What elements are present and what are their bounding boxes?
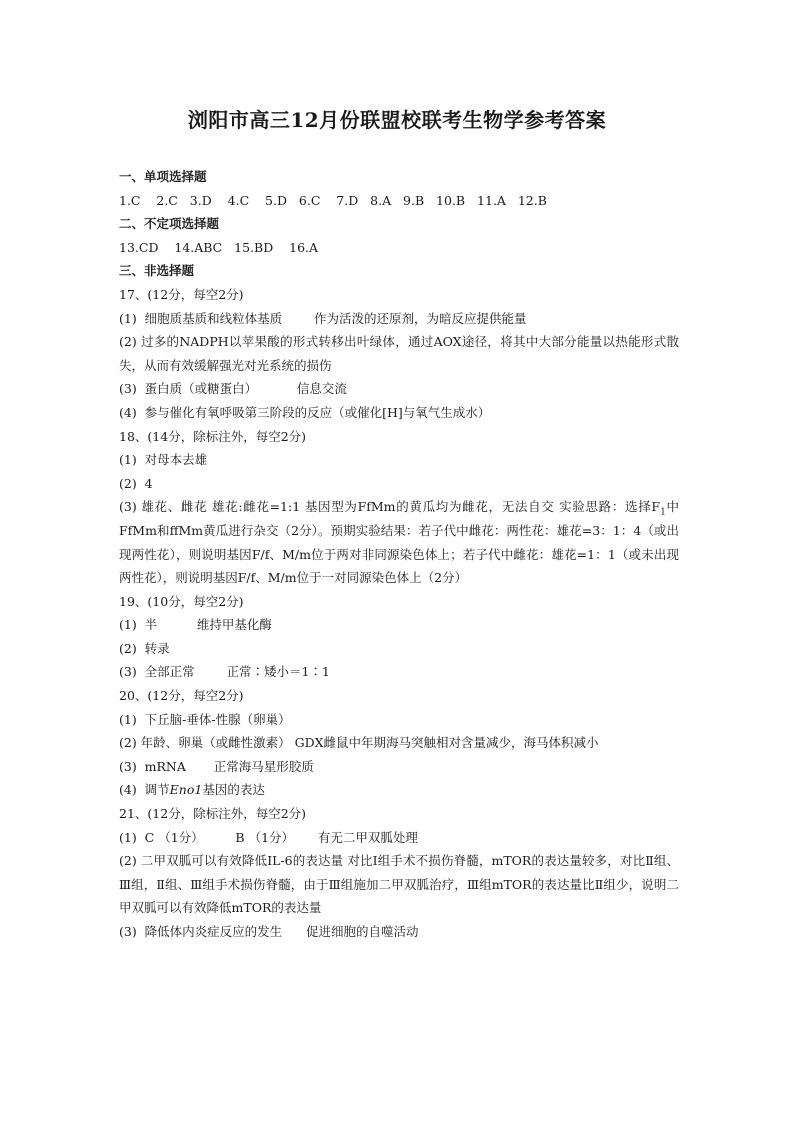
q20-header: 20、(12分，每空2分) (119, 688, 244, 704)
q18-answer-3-part-b: 中FfMm和ffMm黄瓜进行杂交（2分）。预期实验结果：若子代中雌花：两性花：雄花=3：1：4（或出现两性花），则说明基因F/f、M/m位于两对非同源染色体上；若子代中雌花：雄花=1：1（或未出现两性花），则说明基因F/f、M/m位于一对同源染色体上（2分） (119, 499, 679, 586)
section-heading-non-choice: 三、非选择题 (119, 263, 195, 279)
multi-choice-answers: 13.CD 14.ABC 15.BD 16.A (119, 239, 319, 255)
gene-name-eno1: Eno1 (169, 782, 203, 798)
q20-answer-2: (2) 年龄、卵巢（或雌性激素） GDX雌鼠中年期海马突触相对含量减少，海马体积减小 (119, 735, 599, 751)
q17-answer-4: (4) 参与催化有氧呼吸第三阶段的反应（或催化[H]与氧气生成水） (119, 404, 491, 420)
q20-answer-4-part-a: (4) 调节 (119, 782, 170, 798)
q17-answer-1: (1) 细胞质基质和线粒体基质 作为活泼的还原剂，为暗反应提供能量 (119, 310, 527, 326)
q20-answer-1: (1) 下丘脑-垂体-性腺（卵巢） (119, 711, 291, 727)
answer-content (119, 165, 679, 944)
q21-header: 21、(12分，除标注外，每空2分) (119, 806, 307, 822)
page-title: 浏阳市高三12月份联盟校联考生物学参考答案 (187, 108, 607, 132)
q18-answer-2: (2) 4 (119, 475, 153, 491)
q21-answer-1: (1) C （1分） B （1分） 有无二甲双胍处理 (119, 829, 418, 845)
q19-header: 19、(10分，每空2分) (119, 593, 244, 609)
q19-answer-3: (3) 全部正常 正常∶矮小＝1∶1 (119, 664, 330, 680)
q20-answer-4 (119, 778, 679, 802)
section-heading-multi-choice: 二、不定项选择题 (119, 216, 220, 232)
q19-answer-2: (2) 转录 (119, 640, 170, 656)
q20-answer-3: (3) mRNA 正常海马星形胶质 (119, 758, 314, 774)
q21-answer-2: (2) 二甲双胍可以有效降低IL-6的表达量 对比Ⅰ组手术不损伤脊髓，mTOR的表达量较多，对比Ⅱ组、Ⅲ组，Ⅱ组、Ⅲ组手术损伤脊髓，由于Ⅲ组施加二甲双胍治疗，Ⅲ组mTOR的表达量比Ⅱ组少，说明二甲双胍可以有效降低mTOR的表达量 (119, 853, 679, 916)
q19-answer-1: (1) 半 维持甲基化酶 (119, 617, 272, 633)
q18-answer-3-part-a: (3) 雄花、雌花 雄花:雌花=1:1 基因型为FfMm的黄瓜均为雌花，无法自交 实验思路：选择F (119, 499, 661, 515)
q18-answer-1: (1) 对母本去雄 (119, 452, 208, 468)
q17-answer-2: (2) 过多的NADPH以苹果酸的形式转移出叶绿体，通过AOX途径，将其中大部分能量以热能形式散失，从而有效缓解强光对光系统的损伤 (119, 334, 679, 373)
q17-answer-3: (3) 蛋白质（或糖蛋白） 信息交流 (119, 381, 347, 397)
q17-header: 17、(12分，每空2分) (119, 286, 244, 302)
f1-subscript: 1 (660, 507, 666, 518)
q21-answer-3: (3) 降低体内炎症反应的发生 促进细胞的自噬活动 (119, 924, 419, 939)
q18-header: 18、(14分，除标注外，每空2分) (119, 428, 307, 444)
q20-answer-4-part-b: 基因的表达 (202, 782, 265, 798)
q18-answer-3 (119, 495, 679, 589)
section-heading-single-choice: 一、单项选择题 (119, 169, 207, 184)
single-choice-answers: 1.C 2.C 3.D 4.C 5.D 6.C 7.D 8.A 9.B 10.B 11.A 12.B (119, 192, 547, 208)
